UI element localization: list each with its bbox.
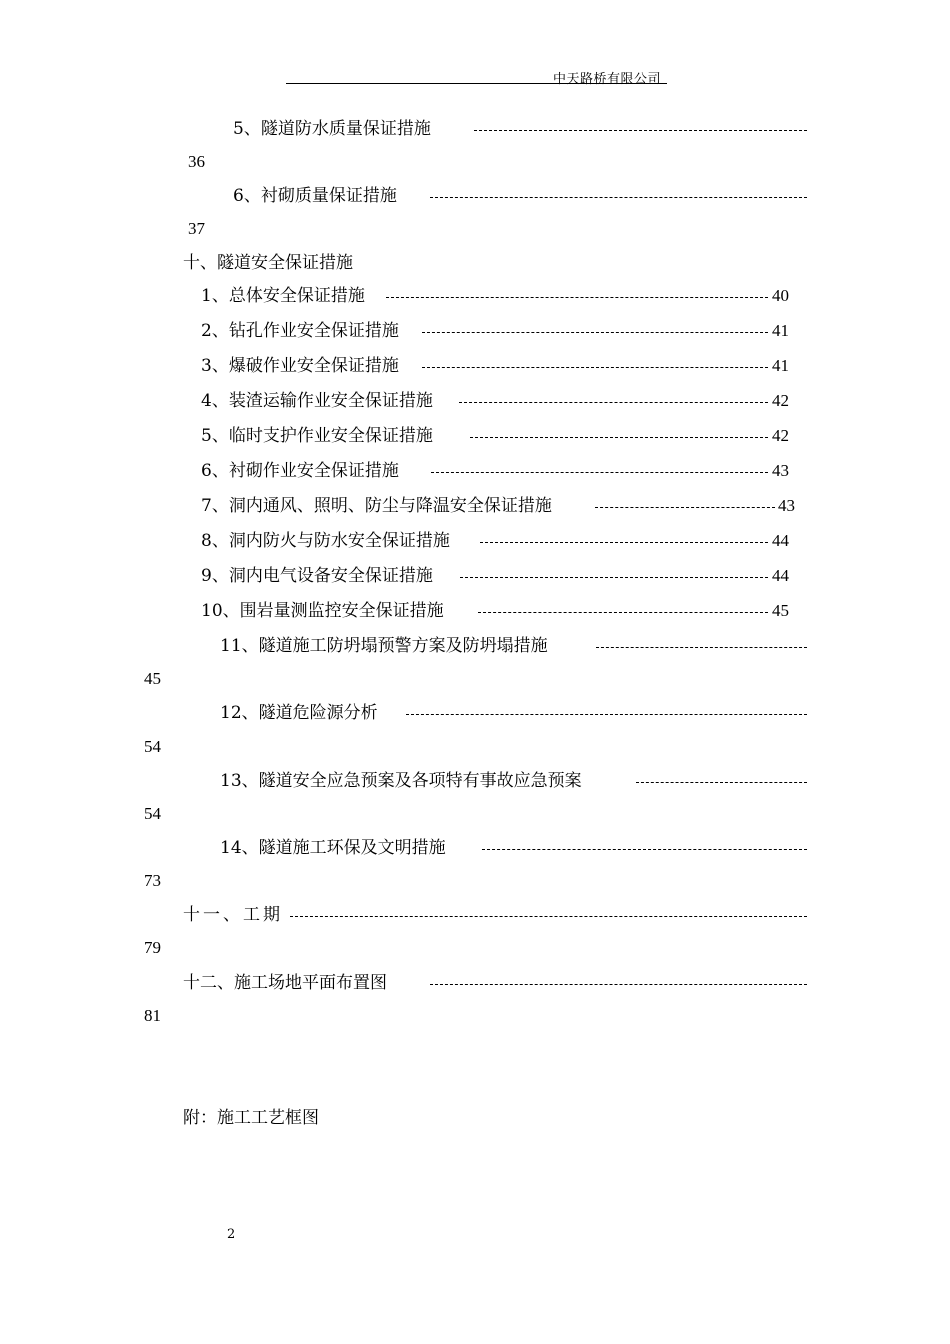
toc-page: 45 [772,601,789,620]
toc-page: 42 [772,391,789,410]
toc-label: 5、临时支护作业安全保证措施 [201,426,433,446]
toc-page: 44 [772,566,789,585]
toc-page: 54 [144,737,161,756]
toc-label: 10、围岩量测监控安全保证措施 [201,601,444,621]
toc-page: 54 [144,804,161,823]
header-company: 中天路桥有限公司 [553,72,662,87]
toc-page: 73 [144,871,161,890]
toc-label: 5、隧道防水质量保证措施 [233,119,431,139]
toc-label: 2、钻孔作业安全保证措施 [201,321,399,341]
toc-leader [595,507,775,508]
toc-leader [636,782,807,783]
toc-label: 十一、工期 [183,905,283,925]
toc-label: 十二、施工场地平面布置图 [183,973,387,993]
toc-leader [478,612,768,613]
toc-section-heading: 十、隧道安全保证措施 [183,253,353,273]
toc-leader [596,647,807,648]
toc-page: 36 [188,152,205,171]
toc-page: 40 [772,286,789,305]
toc-leader [406,714,807,715]
toc-label: 1、总体安全保证措施 [201,286,365,306]
toc-leader [431,472,768,473]
toc-label: 11、隧道施工防坍塌预警方案及防坍塌措施 [220,636,548,656]
toc-label: 8、洞内防火与防水安全保证措施 [201,531,450,551]
toc-leader [474,130,807,131]
toc-leader [422,367,768,368]
toc-page: 41 [772,356,789,375]
toc-page: 44 [772,531,789,550]
toc-page: 43 [778,496,795,515]
toc-page: 79 [144,938,161,957]
toc-label: 14、隧道施工环保及文明措施 [220,838,446,858]
toc-leader [422,332,768,333]
page-number: 2 [227,1227,236,1242]
toc-label: 13、隧道安全应急预案及各项特有事故应急预案 [220,771,582,791]
toc-leader [386,297,768,298]
toc-page: 81 [144,1006,161,1025]
toc-label: 9、洞内电气设备安全保证措施 [201,566,433,586]
appendix-note: 附：施工工艺框图 [183,1108,319,1128]
toc-label: 6、衬砌作业安全保证措施 [201,461,399,481]
toc-leader [482,849,807,850]
toc-leader [459,402,768,403]
toc-label: 4、装渣运输作业安全保证措施 [201,391,433,411]
toc-leader [480,542,768,543]
toc-leader [290,916,807,917]
toc-label: 12、隧道危险源分析 [220,703,378,723]
header-rule [286,83,667,84]
toc-leader [430,984,807,985]
toc-leader [460,577,768,578]
toc-page: 37 [188,219,205,238]
toc-label: 6、衬砌质量保证措施 [233,186,397,206]
toc-page: 41 [772,321,789,340]
toc-page: 43 [772,461,789,480]
toc-leader [470,437,768,438]
toc-leader [430,197,807,198]
toc-page: 45 [144,669,161,688]
toc-label: 3、爆破作业安全保证措施 [201,356,399,376]
toc-label: 7、洞内通风、照明、防尘与降温安全保证措施 [201,496,552,516]
toc-page: 42 [772,426,789,445]
